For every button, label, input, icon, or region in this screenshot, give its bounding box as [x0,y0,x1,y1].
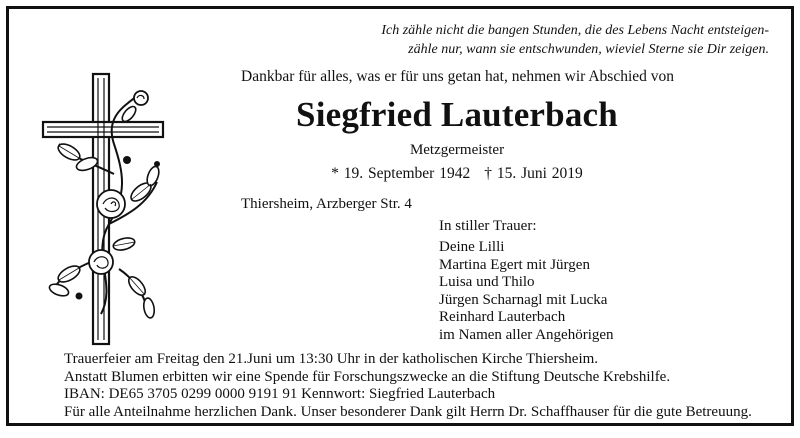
mourners-title: In stiller Trauer: [439,218,537,234]
birth-date: * 19. September 1942 [331,165,471,182]
memorial-quote [381,21,769,59]
quote-line: zähle nur, wann sie entschwunden, wieviel Sterne sie Dir zeigen. [408,42,769,57]
mourner-name: Jürgen Scharnagl mit Lucka [439,291,608,308]
deceased-name: Siegfried Lauterbach [296,95,618,134]
intro-text: Dankbar für alles, was er für uns getan hat, nehmen wir Abschied von [241,68,675,85]
donation-request: Anstatt Blumen erbitten wir eine Spende für Forschungszwecke an die Stiftung Deutsche Krebshilfe. [64,368,671,385]
deceased-profession: Metzgermeister [409,142,505,158]
quote-line: Ich zähle nicht die bangen Stunden, die des Lebens Nacht entsteigen- [381,23,769,38]
mourner-name: Deine Lilli [439,239,505,255]
life-dates [9,164,794,184]
footer-notes [64,351,752,421]
mourner-name: im Namen aller Angehörigen [439,326,614,343]
bank-details: IBAN: DE65 3705 0299 0000 9191 91 Kennwort: Siegfried Lauterbach [64,386,496,402]
mourner-name: Martina Egert mit Jürgen [439,256,590,273]
mourner-name: Luisa und Thilo [439,274,535,291]
mourners-list [439,239,614,345]
thanks-text: Für alle Anteilnahme herzlichen Dank. Unser besonderer Dank gilt Herrn Dr. Schaffhauser für die gute Betreuung. [64,403,752,420]
obituary-notice [6,6,794,426]
death-date: † 15. Juni 2019 [484,165,583,182]
funeral-info: Trauerfeier am Freitag den 21.Juni um 13:30 Uhr in der katholischen Kirche Thiersheim. [64,351,599,367]
mourner-name: Reinhard Lauterbach [439,309,566,326]
family-address: Thiersheim, Arzberger Str. 4 [241,196,412,212]
